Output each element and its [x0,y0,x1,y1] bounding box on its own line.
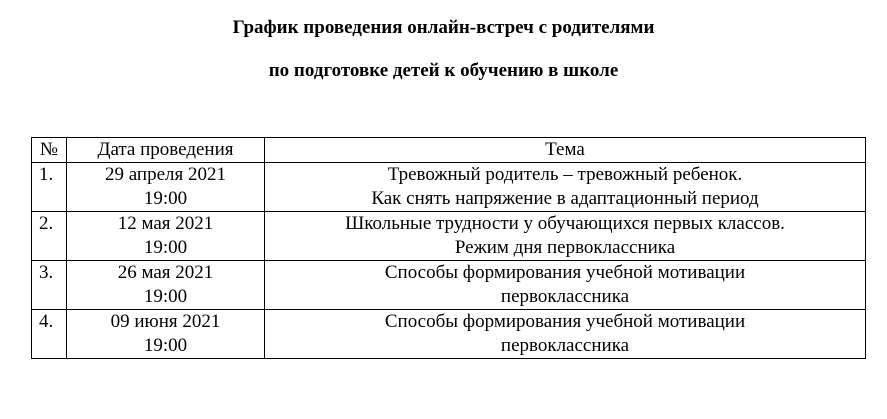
row-number: 3. [32,261,67,310]
row-topic-cell [265,212,866,261]
row-time: 19:00 [143,237,188,258]
row-topic-line-2: Как снять напряжение в адаптационный период [371,188,759,209]
table-row [32,163,866,212]
row-number: 4. [32,310,67,359]
row-date: 29 апреля 2021 [104,164,226,185]
row-topic-line-2: Режим дня первоклассника [454,237,676,258]
row-topic-line-1: Школьные трудности у обучающихся первых классов. [345,213,785,234]
row-number: 1. [32,163,67,212]
table-row [32,261,866,310]
document-title-line-2: по подготовке детей к обучению в школе [268,60,619,81]
schedule-table [31,137,866,359]
row-topic-cell [265,261,866,310]
row-time: 19:00 [143,335,188,356]
row-number: 2. [32,212,67,261]
row-topic-cell [265,310,866,359]
row-date: 09 июня 2021 [110,311,221,332]
row-date: 12 мая 2021 [117,213,214,234]
table-header-row [32,138,866,163]
row-time: 19:00 [143,286,188,307]
header-date: Дата проведения [67,138,265,163]
row-date: 26 мая 2021 [117,262,214,283]
row-date-cell [67,261,265,310]
row-date-cell [67,163,265,212]
row-topic-line-1: Тревожный родитель – тревожный ребенок. [387,164,743,185]
row-topic-line-2: первоклассника [500,335,630,356]
header-topic: Тема [265,138,866,163]
document-title-line-1: График проведения онлайн-встреч с родителями [232,17,655,38]
header-number: № [32,138,67,163]
row-time: 19:00 [143,188,188,209]
table-row [32,212,866,261]
row-date-cell [67,310,265,359]
row-topic-line-1: Способы формирования учебной мотивации [384,262,746,283]
row-topic-cell [265,163,866,212]
row-topic-line-1: Способы формирования учебной мотивации [384,311,746,332]
row-topic-line-2: первоклассника [500,286,630,307]
row-date-cell [67,212,265,261]
table-row [32,310,866,359]
